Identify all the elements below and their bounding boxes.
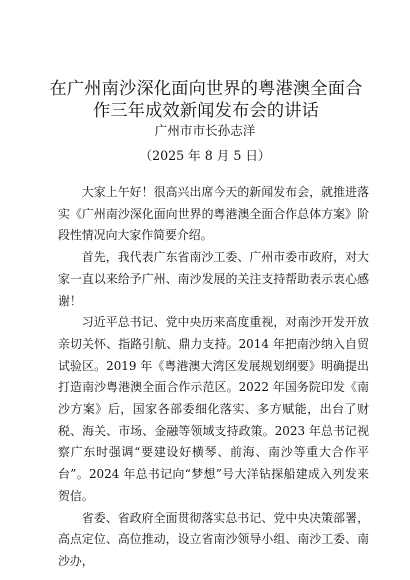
date-line: （2025 年 8 月 5 日） [139,148,271,163]
paragraph: 省委、省政府全面贯彻落实总书记、党中央决策部署，高点定位、高位推动，设立省南沙领导小组、南沙工委、南沙办， [58,510,369,568]
paragraph: 首先，我代表广东省南沙工委、广州市委市政府，对大家一直以来给予广州、南沙发展的关注支持帮助表示衷心感谢！ [58,250,369,308]
author-line: 广州市市长孙志洋 [154,123,256,138]
document-title: 在广州南沙深化面向世界的粤港澳全面合作三年成效新闻发布会的讲话 [49,79,363,121]
paragraph: 习近平总书记、党中央历来高度重视，对南沙开发开放亲切关怀、指路引航、鼎力支持。2014 年把南沙纳入自贸试验区。2019 年《粤港澳大湾区发展规划纲要》明确提出打造南沙粤港澳全面合作示范区。2022 年国务院印发《南沙方案》后，国家各部委细化落实、多方赋能，出台了财税、海关、市场、金融等领域支持政策。2023 年总书记视察广东时强调“要建设好横琴、前海、南沙等重大合作平台”。2024 年总书记向“梦想”号大洋钻探船建成入列发来贺信。 [58,315,369,503]
document-body [58,182,369,573]
paragraph: 大家上午好！很高兴出席今天的新闻发布会，就推进落实《广州南沙深化面向世界的粤港澳全面合作总体方案》阶段性情况向大家作简要介绍。 [58,185,369,243]
